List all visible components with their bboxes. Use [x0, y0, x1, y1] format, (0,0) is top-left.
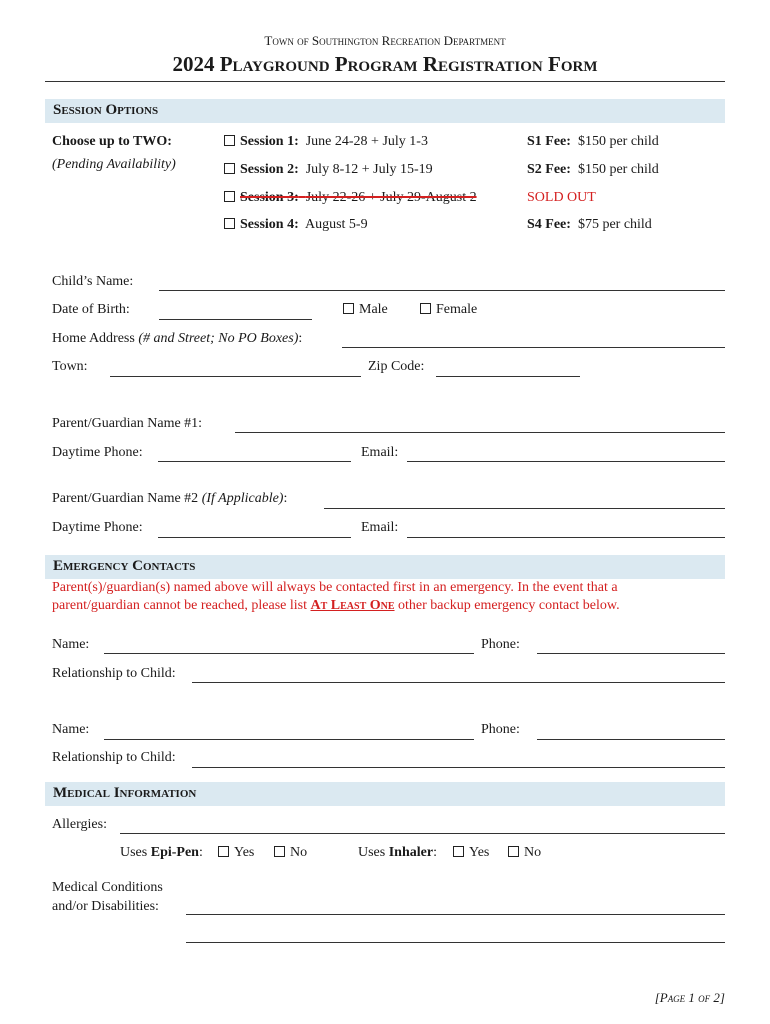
child-name-label: Child’s Name:	[52, 274, 134, 289]
epipen-label: Epi-Pen	[150, 845, 199, 860]
session-4-dates: August 5-9	[304, 217, 368, 232]
session-3-option	[224, 190, 477, 206]
session-1-option[interactable]	[224, 134, 428, 150]
guardian1-phone-label: Daytime Phone:	[52, 445, 143, 460]
session-4-fee-value: $75 per child	[577, 217, 652, 232]
session-4-label: Session 4:	[240, 217, 299, 232]
contact1-relationship-field[interactable]	[192, 682, 725, 683]
emergency-notice-pre: parent/guardian cannot be reached, please list	[52, 598, 307, 613]
session-4-fee	[527, 217, 652, 233]
epipen-no-option[interactable]	[274, 845, 307, 861]
session-3-dates: July 22-26 + July 29-August 2	[305, 190, 477, 205]
form-title: 2024 Playground Program Registration Form	[172, 52, 598, 76]
inhaler-yes-checkbox[interactable]	[453, 846, 464, 857]
session-1-checkbox[interactable]	[224, 135, 235, 146]
zip-label: Zip Code:	[368, 359, 425, 374]
town-field[interactable]	[110, 376, 361, 377]
contact2-phone-label: Phone:	[481, 722, 520, 737]
zip-field[interactable]	[436, 376, 580, 377]
contact2-relationship-label: Relationship to Child:	[52, 750, 176, 765]
emergency-notice-line2	[52, 598, 620, 614]
female-option[interactable]	[420, 302, 477, 318]
epipen-pre: Uses	[120, 845, 148, 860]
session-2-fee	[527, 162, 659, 178]
session-4-option[interactable]	[224, 217, 368, 233]
dob-label: Date of Birth:	[52, 302, 130, 317]
medical-heading: Medical Information	[53, 785, 197, 801]
emergency-heading: Emergency Contacts	[53, 558, 196, 574]
session-1-label: Session 1:	[240, 134, 299, 149]
session-1-fee-value: $150 per child	[577, 134, 659, 149]
guardian2-email-field[interactable]	[407, 537, 725, 538]
female-label: Female	[436, 302, 478, 317]
session-3-label: Session 3:	[240, 190, 299, 205]
inhaler-label: Inhaler	[388, 845, 434, 860]
session-3-checkbox	[224, 191, 235, 202]
session-4-fee-label: S4 Fee:	[527, 217, 571, 232]
guardian2-phone-field[interactable]	[158, 537, 351, 538]
session-options-heading: Session Options	[53, 102, 159, 118]
female-checkbox[interactable]	[420, 303, 431, 314]
guardian1-name-field[interactable]	[235, 432, 725, 433]
epipen-yes-checkbox[interactable]	[218, 846, 229, 857]
guardian2-name-label: Parent/Guardian Name #2 (If Applicable):	[52, 491, 288, 506]
session-2-option[interactable]	[224, 162, 433, 178]
session-2-label: Session 2:	[240, 162, 299, 177]
guardian2-name-field[interactable]	[324, 508, 725, 509]
title-divider	[45, 81, 725, 82]
epipen-question: Uses Epi-Pen:	[120, 845, 203, 860]
guardian2-email-label: Email:	[361, 520, 399, 535]
pending-note: (Pending Availability)	[52, 157, 176, 172]
inhaler-no-checkbox[interactable]	[508, 846, 519, 857]
session-1-fee	[527, 134, 659, 150]
conditions-field-line2[interactable]	[186, 942, 725, 943]
male-label: Male	[359, 302, 388, 317]
inhaler-question: Uses Inhaler:	[358, 845, 437, 860]
allergies-field[interactable]	[120, 833, 725, 834]
address-label-text: Home Address	[52, 331, 135, 346]
inhaler-pre: Uses	[358, 845, 386, 860]
guardian2-name-note: (If Applicable)	[201, 491, 284, 506]
guardian2-name-label-text: Parent/Guardian Name #2	[52, 491, 199, 506]
session-1-fee-label: S1 Fee:	[527, 134, 571, 149]
guardian1-phone-field[interactable]	[158, 461, 351, 462]
address-note: (# and Street; No PO Boxes)	[138, 331, 299, 346]
epipen-no-checkbox[interactable]	[274, 846, 285, 857]
contact2-name-field[interactable]	[104, 739, 474, 740]
epipen-no-label: No	[290, 845, 308, 860]
emergency-notice-post: other backup emergency contact below.	[398, 598, 620, 613]
session-2-dates: July 8-12 + July 15-19	[305, 162, 433, 177]
inhaler-yes-option[interactable]	[453, 845, 489, 861]
medical-band	[45, 782, 725, 806]
address-label: Home Address (# and Street; No PO Boxes):	[52, 331, 303, 346]
choose-label: Choose up to TWO:	[52, 134, 172, 149]
male-checkbox[interactable]	[343, 303, 354, 314]
session-4-checkbox[interactable]	[224, 218, 235, 229]
inhaler-yes-label: Yes	[469, 845, 490, 860]
town-label: Town:	[52, 359, 88, 374]
emergency-notice-line1: Parent(s)/guardian(s) named above will always be contacted first in an emergency. In the event that a	[52, 580, 618, 595]
guardian1-email-field[interactable]	[407, 461, 725, 462]
male-option[interactable]	[343, 302, 388, 318]
guardian1-name-label: Parent/Guardian Name #1:	[52, 416, 203, 431]
contact2-relationship-field[interactable]	[192, 767, 725, 768]
emergency-band	[45, 555, 725, 579]
department-name: Town of Southington Recreation Department	[264, 33, 506, 48]
contact2-phone-field[interactable]	[537, 739, 725, 740]
session-3-sold-out: SOLD OUT	[527, 190, 596, 205]
session-2-fee-value: $150 per child	[577, 162, 659, 177]
guardian2-phone-label: Daytime Phone:	[52, 520, 143, 535]
contact1-name-label: Name:	[52, 637, 90, 652]
conditions-field-line1[interactable]	[186, 914, 725, 915]
epipen-yes-option[interactable]	[218, 845, 254, 861]
address-field[interactable]	[342, 347, 725, 348]
conditions-label-line1: Medical Conditions	[52, 880, 163, 895]
session-2-checkbox[interactable]	[224, 163, 235, 174]
contact1-name-field[interactable]	[104, 653, 474, 654]
child-name-field[interactable]	[159, 290, 725, 291]
contact2-name-label: Name:	[52, 722, 90, 737]
conditions-label-line2: and/or Disabilities:	[52, 899, 159, 914]
session-options-band	[45, 99, 725, 123]
session-1-dates: June 24-28 + July 1-3	[305, 134, 428, 149]
page-number: [Page 1 of 2]	[654, 990, 725, 1005]
epipen-yes-label: Yes	[234, 845, 255, 860]
inhaler-no-label: No	[524, 845, 542, 860]
guardian1-email-label: Email:	[361, 445, 399, 460]
contact1-phone-label: Phone:	[481, 637, 520, 652]
inhaler-no-option[interactable]	[508, 845, 541, 861]
emergency-notice-emphasis: At Least One	[310, 598, 395, 613]
allergies-label: Allergies:	[52, 817, 107, 832]
session-2-fee-label: S2 Fee:	[527, 162, 571, 177]
dob-field[interactable]	[159, 319, 312, 320]
contact1-relationship-label: Relationship to Child:	[52, 666, 176, 681]
contact1-phone-field[interactable]	[537, 653, 725, 654]
